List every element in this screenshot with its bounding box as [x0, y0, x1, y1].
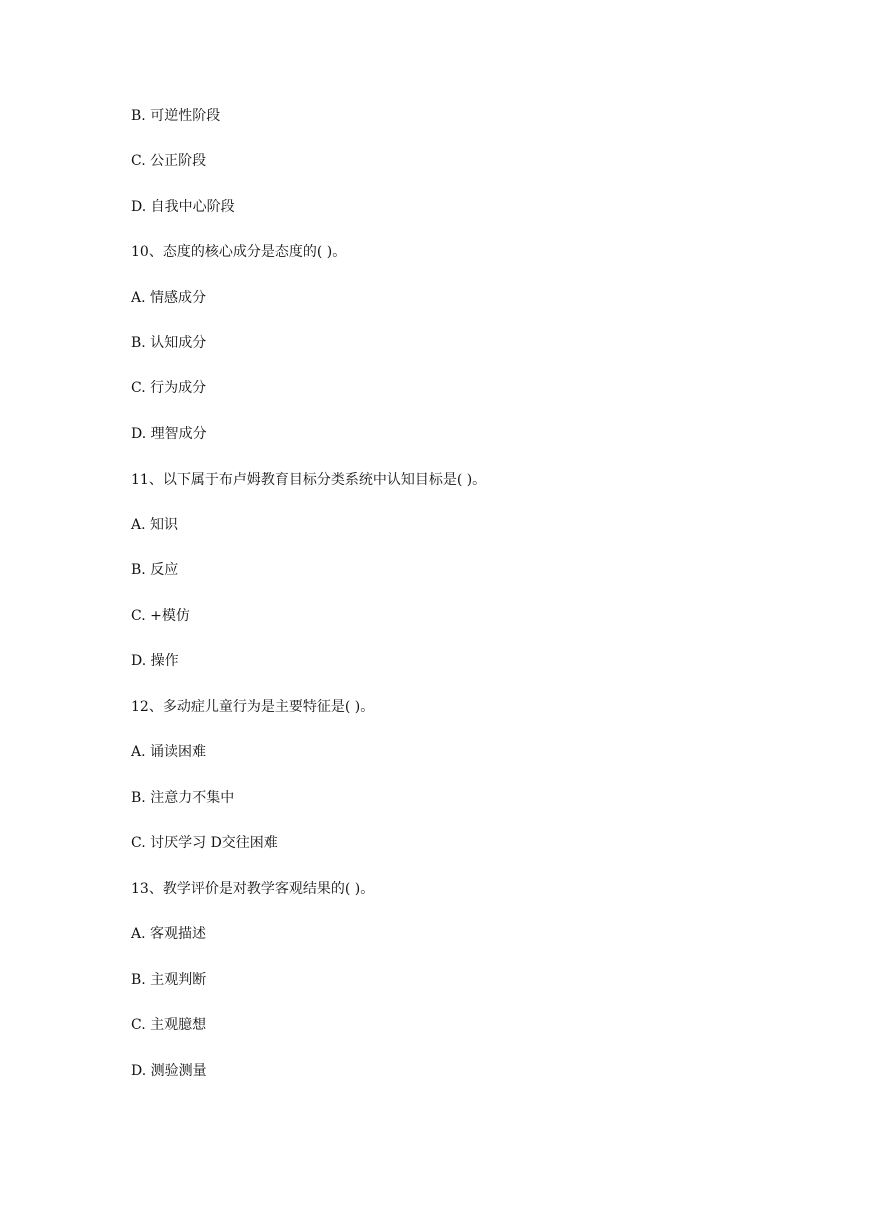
- option-c-d-q12: C. 讨厌学习 D交往困难: [131, 835, 278, 851]
- option-a-q12: A. 诵读困难: [131, 744, 207, 760]
- option-b-q12: B. 注意力不集中: [131, 790, 235, 806]
- option-a-q10: A. 情感成分: [131, 290, 207, 306]
- question-12: 12、多动症儿童行为是主要特征是( )。: [131, 699, 375, 715]
- option-d-q9: D. 自我中心阶段: [131, 199, 235, 215]
- option-c-q13: C. 主观臆想: [131, 1017, 207, 1033]
- option-a-q11: A. 知识: [131, 517, 179, 533]
- option-b-q11: B. 反应: [131, 562, 179, 578]
- option-d-q10: D. 理智成分: [131, 426, 207, 442]
- option-c-q10: C. 行为成分: [131, 380, 207, 396]
- option-c-q9: C. 公正阶段: [131, 153, 207, 169]
- question-10: 10、态度的核心成分是态度的( )。: [131, 244, 347, 260]
- option-d-q11: D. 操作: [131, 653, 179, 669]
- option-b-q13: B. 主观判断: [131, 972, 207, 988]
- option-d-q13: D. 测验测量: [131, 1063, 207, 1079]
- question-11: 11、以下属于布卢姆教育目标分类系统中认知目标是( )。: [131, 472, 487, 488]
- question-13: 13、教学评价是对教学客观结果的( )。: [131, 881, 375, 897]
- option-b-q10: B. 认知成分: [131, 335, 207, 351]
- option-a-q13: A. 客观描述: [131, 926, 207, 942]
- option-b-q9: B. 可逆性阶段: [131, 108, 221, 124]
- option-c-q11: C. +模仿: [131, 608, 190, 624]
